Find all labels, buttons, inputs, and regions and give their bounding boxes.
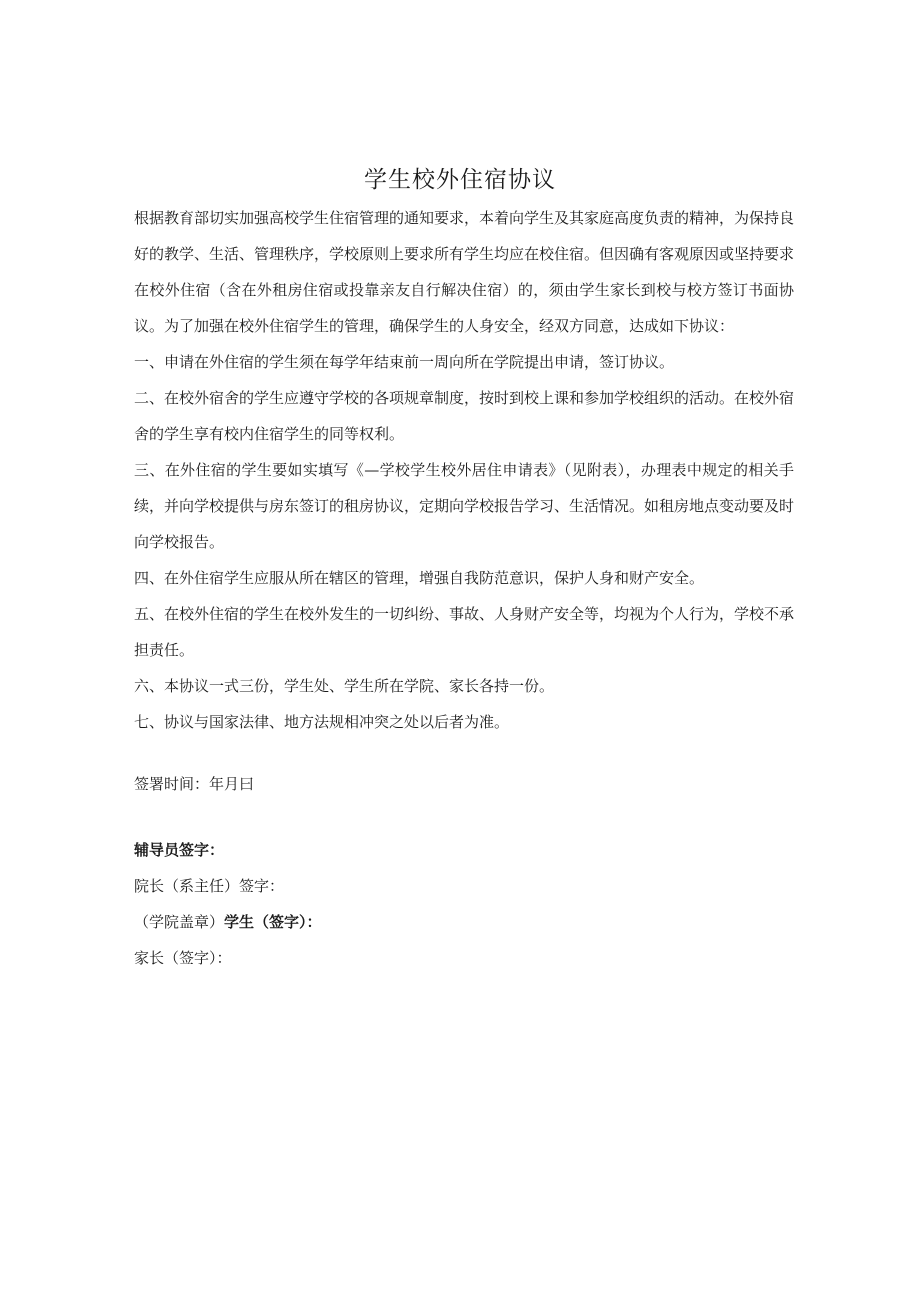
spacer [134, 740, 794, 766]
clause-4: 四、在外住宿学生应服从所在辖区的管理，增强自我防范意识，保护人身和财产安全。 [134, 569, 705, 587]
clause-3: 三、在外住宿的学生要如实填写《—学校学生校外居住申请表》（见附表），办理表中规定的相关手续，并向学校提供与房东签订的租房协议，定期向学校报告学习、生活情况。如租房地点变动要及时向学校报告。 [134, 461, 795, 551]
clause-7: 七、协议与国家法律、地方法规相冲突之处以后者为准。 [134, 713, 510, 731]
clause-6: 六、本协议一式三份，学生处、学生所在学院、家长各持一份。 [134, 677, 555, 695]
intro-paragraph: 根据教育部切实加强高校学生住宿管理的通知要求，本着向学生及其家庭高度负责的精神，为保持良好的教学、生活、管理秩序，学校原则上要求所有学生均应在校住宿。但因确有客观原因或坚持要求在校外住宿（含在外租房住宿或投靠亲友自行解决住宿）的，须由学生家长到校与校方签订书面协议。为了加强在校外住宿学生的管理，确保学生的人身安全，经双方同意，达成如下协议： [134, 209, 795, 335]
parent-signature: 家长（签字）： [134, 949, 232, 967]
document-title: 学生校外住宿协议 [364, 167, 556, 193]
college-seal-label: （学院盖章） [134, 913, 225, 931]
clause-1: 一、申请在外住宿的学生须在每学年结束前一周向所在学院提出申请，签订协议。 [134, 353, 675, 371]
student-signature: 学生（签字）： [224, 913, 322, 931]
dean-signature: 院长（系主任）签字： [134, 877, 285, 895]
spacer [134, 802, 794, 832]
document-body [134, 200, 794, 976]
clause-5: 五、在校外住宿的学生在校外发生的一切纠纷、事故、人身财产安全等，均视为个人行为，学校不承担责任。 [134, 605, 795, 659]
counselor-signature: 辅导员签字： [134, 841, 225, 859]
seal-and-student-line [134, 904, 794, 940]
signing-time: 签署时间：年月曰 [134, 775, 255, 793]
clause-2: 二、在校外宿舍的学生应遵守学校的各项规章制度，按时到校上课和参加学校组织的活动。在校外宿舍的学生享有校内住宿学生的同等权利。 [134, 389, 795, 443]
